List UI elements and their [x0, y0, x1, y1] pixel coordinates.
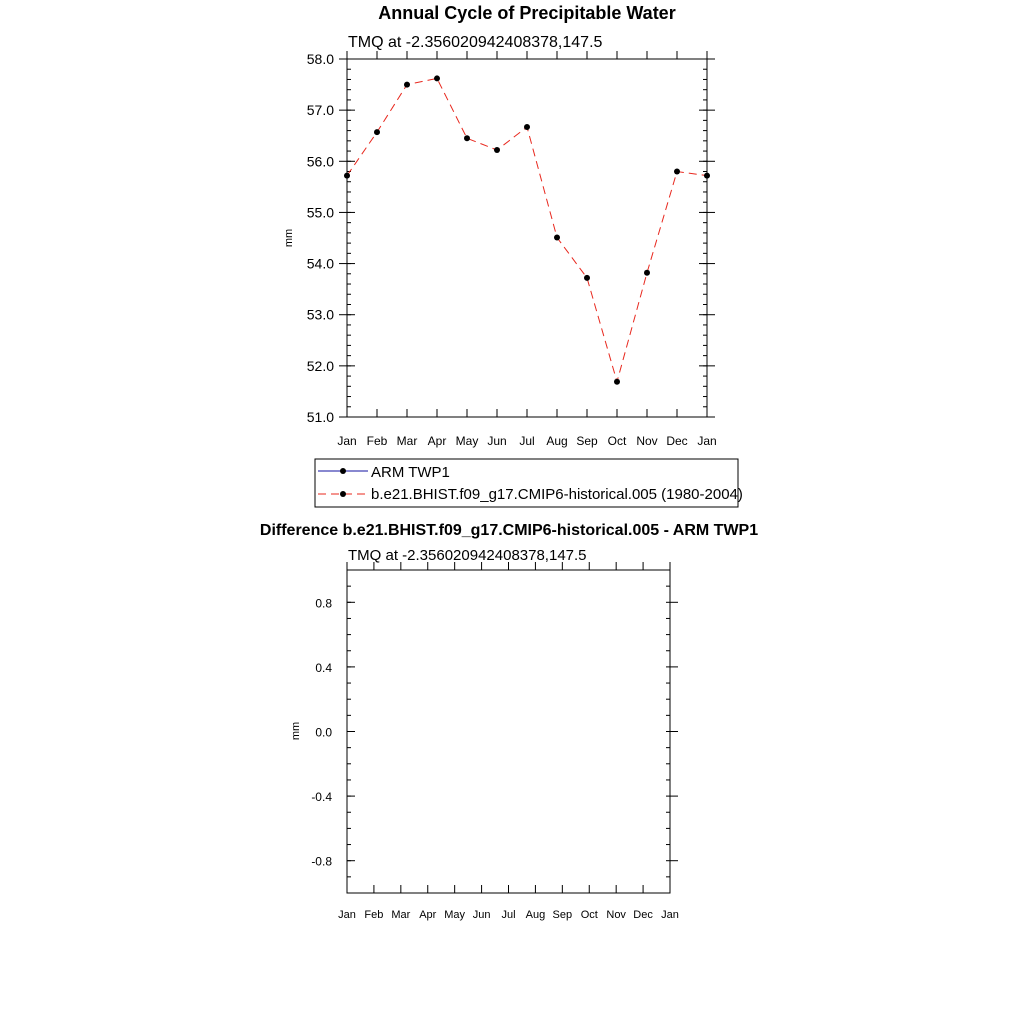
chart2-y-tick-label: 0.4: [315, 660, 332, 675]
chart1-y-tick-label: 51.0: [306, 409, 334, 425]
chart1-x-tick-label: Feb: [366, 434, 388, 448]
chart2-y-tick-label: 0.0: [315, 725, 332, 740]
chart2-plot-frame: [347, 570, 670, 893]
chart1-x-tick-label: Oct: [607, 434, 627, 448]
chart1-y-tick-label: 52.0: [306, 357, 334, 374]
chart1-series-line-2: [347, 78, 707, 381]
chart1-x-tick-label: Mar: [396, 434, 418, 448]
chart1-x-tick-label: Jan: [697, 434, 717, 448]
chart1-plot-frame: [347, 59, 707, 417]
chart1-data-point: [674, 169, 680, 175]
chart1-x-tick-label: Jul: [519, 434, 535, 448]
legend-marker-series-1: [340, 468, 346, 474]
chart2-ylabel: mm: [290, 721, 302, 741]
chart2-y-tick-label: 0.8: [315, 596, 332, 611]
chart1-data-point: [524, 124, 530, 130]
chart1-x-axis: [337, 51, 716, 448]
chart1-x-tick-label: Dec: [666, 434, 688, 448]
chart1-data-point: [584, 275, 590, 281]
chart1-subtitle: TMQ at -2.356020942408378,147.5: [348, 34, 603, 51]
chart2-title: Difference b.e21.BHIST.f09_g17.CMIP6-historical.005 - ARM TWP1: [259, 522, 759, 539]
chart1-data-point: [464, 135, 470, 141]
chart2-x-tick-label: Mar: [391, 909, 411, 921]
chart2-x-tick-label: Dec: [633, 909, 653, 921]
chart1-y-tick-label: 54.0: [306, 255, 334, 272]
chart2-x-tick-label: Oct: [580, 909, 598, 921]
chart1-x-tick-label: Jun: [487, 434, 507, 448]
chart2-x-tick-label: Apr: [419, 909, 437, 921]
chart1-series-layer: [344, 75, 710, 384]
chart1-y-axis: [307, 51, 715, 425]
chart1-data-point: [374, 129, 380, 135]
legend-label-series-1: ARM TWP1: [371, 464, 450, 481]
chart1-ylabel: mm: [283, 228, 295, 248]
chart1-y-tick-label: 58.0: [306, 51, 334, 67]
chart1-data-point: [614, 379, 620, 385]
chart2-x-tick-label: Jan: [338, 909, 356, 921]
chart2-y-axis: [311, 570, 678, 893]
chart2-subtitle: TMQ at -2.356020942408378,147.5: [348, 547, 587, 564]
chart2-y-tick-label: -0.4: [311, 790, 332, 805]
legend-marker-series-2: [340, 491, 346, 497]
chart1-y-tick-label: 53.0: [306, 306, 334, 323]
chart2-x-tick-label: Jul: [501, 909, 516, 921]
chart1-data-point: [704, 173, 710, 179]
chart1-title: Annual Cycle of Precipitable Water: [378, 3, 676, 23]
chart1-x-tick-label: May: [455, 434, 479, 448]
chart1-data-point: [554, 234, 560, 240]
legend-label-series-2: b.e21.BHIST.f09_g17.CMIP6-historical.005 (1980-2004): [371, 486, 743, 503]
chart1-x-tick-label: Apr: [427, 434, 447, 448]
chart1-data-point: [404, 82, 410, 88]
chart2-x-tick-label: Feb: [364, 909, 384, 921]
chart2-x-axis: [338, 562, 679, 921]
chart2-x-tick-label: Aug: [525, 909, 546, 921]
chart1-data-point: [344, 173, 350, 179]
chart1-y-tick-label: 55.0: [306, 204, 334, 221]
chart1-data-point: [434, 75, 440, 81]
chart1-data-point: [644, 270, 650, 276]
chart1-x-tick-label: Aug: [546, 434, 568, 448]
chart1-y-tick-label: 57.0: [306, 102, 334, 119]
chart1-data-point: [494, 147, 500, 153]
chart2-x-tick-label: Nov: [606, 909, 626, 921]
chart1-y-tick-label: 56.0: [306, 153, 334, 170]
chart1-x-tick-label: Jan: [337, 434, 357, 448]
chart2-y-tick-label: -0.8: [311, 854, 332, 869]
chart2-x-tick-label: Jan: [661, 909, 679, 921]
chart2-x-tick-label: Jun: [472, 909, 491, 921]
chart1-x-tick-label: Nov: [636, 434, 658, 448]
chart1-x-tick-label: Sep: [576, 434, 598, 448]
chart1-legend: [315, 459, 743, 507]
chart2-x-tick-label: Sep: [552, 909, 573, 921]
chart2-x-tick-label: May: [444, 909, 466, 921]
